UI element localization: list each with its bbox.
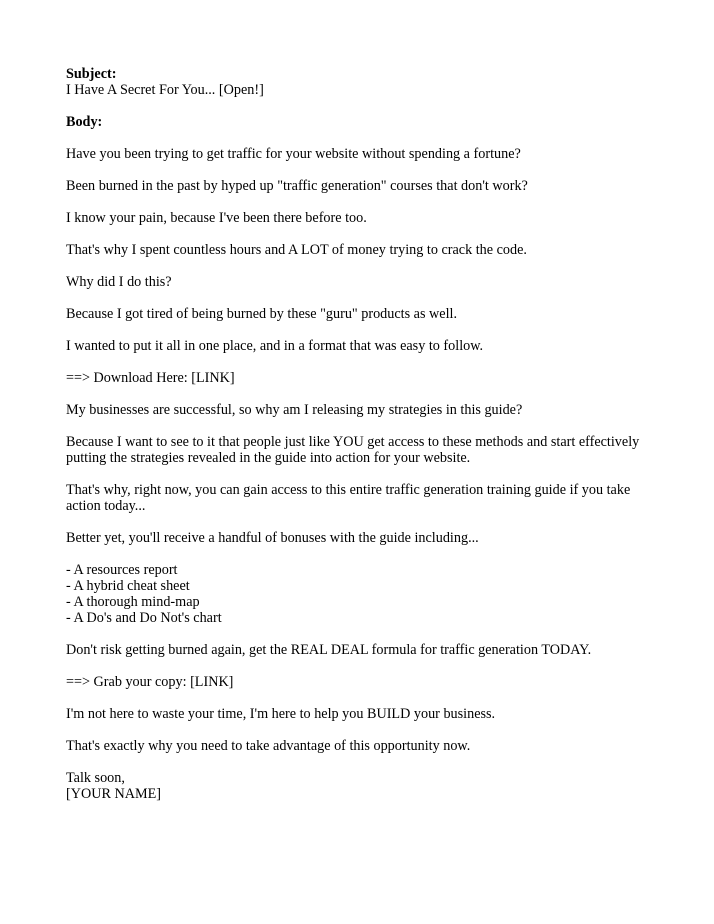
paragraph-line: I know your pain, because I've been there before too. bbox=[66, 210, 367, 226]
body-label: Body: bbox=[66, 114, 103, 130]
body-paragraph bbox=[66, 146, 656, 162]
paragraph-line: - A Do's and Do Not's chart bbox=[66, 610, 222, 626]
spacer bbox=[66, 130, 656, 146]
paragraph-line: Better yet, you'll receive a handful of bonuses with the guide including... bbox=[66, 530, 479, 546]
body-paragraph bbox=[66, 530, 656, 546]
body-paragraph bbox=[66, 434, 656, 466]
paragraph-line: Don't risk getting burned again, get the REAL DEAL formula for traffic generation TODAY. bbox=[66, 642, 592, 658]
spacer bbox=[66, 98, 656, 114]
body-paragraph bbox=[66, 210, 656, 226]
body-paragraph bbox=[66, 338, 656, 354]
spacer bbox=[66, 546, 656, 562]
subject-line: I Have A Secret For You... [Open!] bbox=[66, 82, 264, 98]
body-paragraph bbox=[66, 674, 656, 690]
paragraph-line: I'm not here to waste your time, I'm here to help you BUILD your business. bbox=[66, 706, 496, 722]
email-template bbox=[66, 66, 656, 802]
paragraph-line: Because I want to see to it that people just like YOU get access to these methods and start effectively bbox=[66, 434, 640, 450]
body-paragraph bbox=[66, 738, 656, 754]
paragraph-line: - A resources report bbox=[66, 562, 178, 578]
paragraph-line: That's exactly why you need to take advantage of this opportunity now. bbox=[66, 738, 471, 754]
paragraph-line: Why did I do this? bbox=[66, 274, 172, 290]
body-paragraph bbox=[66, 706, 656, 722]
spacer bbox=[66, 258, 656, 274]
spacer bbox=[66, 626, 656, 642]
body-paragraph bbox=[66, 242, 656, 258]
paragraph-line: Been burned in the past by hyped up "traffic generation" courses that don't work? bbox=[66, 178, 528, 194]
spacer bbox=[66, 322, 656, 338]
body-paragraph bbox=[66, 562, 656, 626]
paragraph-line: [YOUR NAME] bbox=[66, 786, 161, 802]
body-paragraph bbox=[66, 306, 656, 322]
body-paragraph bbox=[66, 402, 656, 418]
paragraph-line: ==> Grab your copy: [LINK] bbox=[66, 674, 234, 690]
paragraph-line: putting the strategies revealed in the guide into action for your website. bbox=[66, 450, 471, 466]
spacer bbox=[66, 722, 656, 738]
body-paragraph bbox=[66, 770, 656, 802]
subject-label: Subject: bbox=[66, 66, 117, 82]
spacer bbox=[66, 754, 656, 770]
body-paragraph bbox=[66, 178, 656, 194]
spacer bbox=[66, 418, 656, 434]
paragraph-line: Because I got tired of being burned by these "guru" products as well. bbox=[66, 306, 457, 322]
paragraph-line: - A hybrid cheat sheet bbox=[66, 578, 190, 594]
spacer bbox=[66, 162, 656, 178]
spacer bbox=[66, 658, 656, 674]
spacer bbox=[66, 290, 656, 306]
paragraph-line: That's why, right now, you can gain access to this entire traffic generation training guide if you take bbox=[66, 482, 631, 498]
body-paragraph bbox=[66, 274, 656, 290]
spacer bbox=[66, 194, 656, 210]
body-paragraph bbox=[66, 482, 656, 514]
paragraph-line: - A thorough mind-map bbox=[66, 594, 200, 610]
spacer bbox=[66, 690, 656, 706]
spacer bbox=[66, 386, 656, 402]
paragraph-line: ==> Download Here: [LINK] bbox=[66, 370, 235, 386]
body-paragraph bbox=[66, 370, 656, 386]
spacer bbox=[66, 514, 656, 530]
body-paragraph bbox=[66, 642, 656, 658]
paragraph-line: Talk soon, bbox=[66, 770, 125, 786]
spacer bbox=[66, 466, 656, 482]
email-body bbox=[66, 130, 656, 802]
paragraph-line: That's why I spent countless hours and A LOT of money trying to crack the code. bbox=[66, 242, 527, 258]
paragraph-line: action today... bbox=[66, 498, 146, 514]
paragraph-line: I wanted to put it all in one place, and in a format that was easy to follow. bbox=[66, 338, 484, 354]
spacer bbox=[66, 354, 656, 370]
paragraph-line: My businesses are successful, so why am I releasing my strategies in this guide? bbox=[66, 402, 523, 418]
spacer bbox=[66, 226, 656, 242]
paragraph-line: Have you been trying to get traffic for your website without spending a fortune? bbox=[66, 146, 521, 162]
